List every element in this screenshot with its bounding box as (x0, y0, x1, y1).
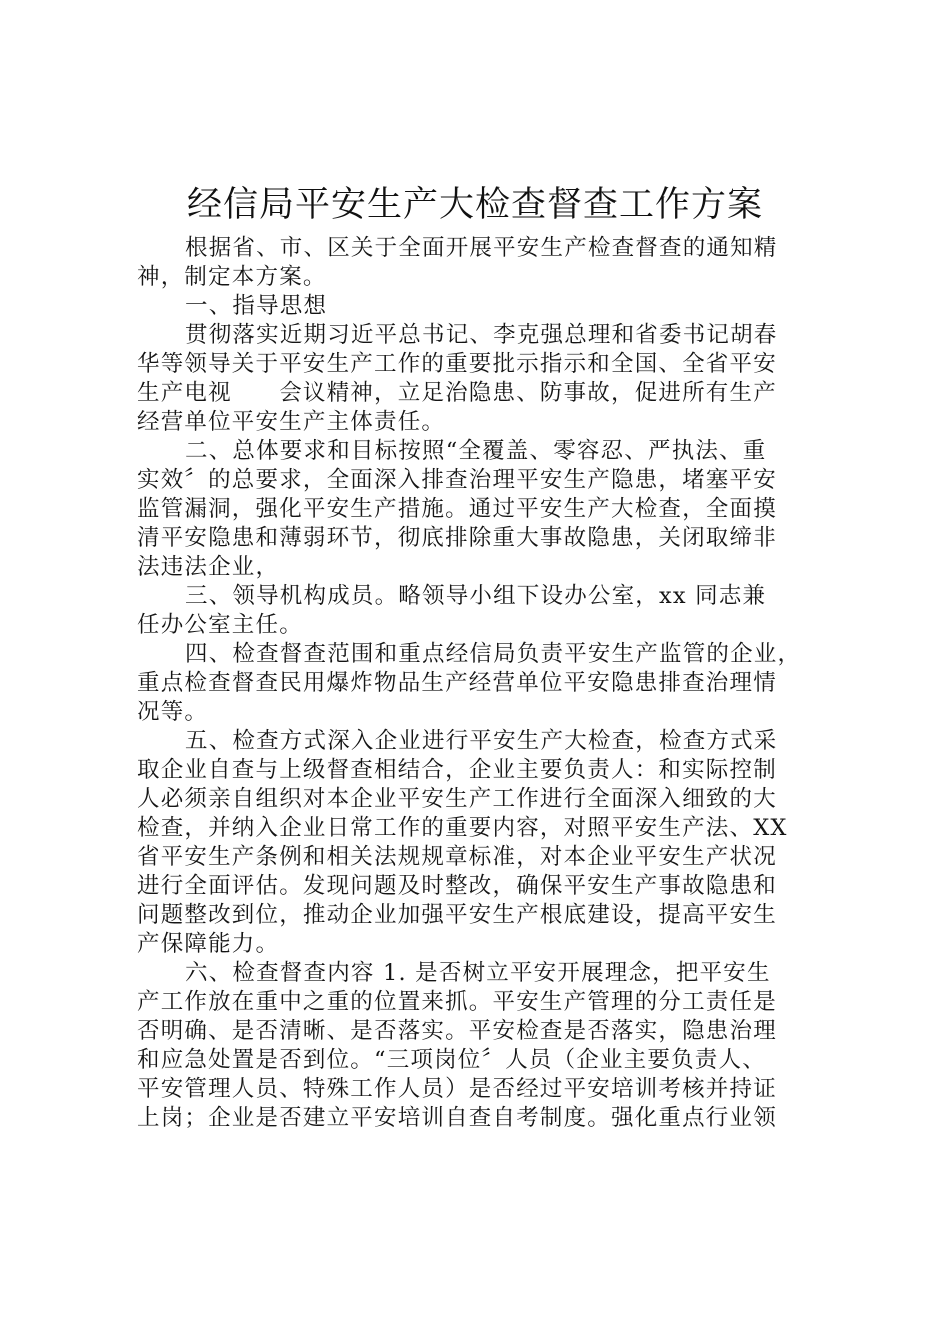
text-line: 产保障能力。 (137, 931, 280, 957)
text-line: 实效〞的总要求，全面深入排查治理平安生产隐患，堵塞平安 (137, 467, 777, 493)
text-line: 人必须亲自组织对本企业平安生产工作进行全面深入细致的大 (137, 786, 777, 812)
text-line: 二、总体要求和目标按照“全覆盖、零容忍、严执法、重 (185, 438, 767, 464)
text-line: 否明确、是否清晰、是否落实。平安检查是否落实，隐患治理 (137, 1018, 777, 1044)
text-line: 进行全面评估。发现问题及时整改，确保平安生产事故隐患和 (137, 873, 777, 899)
text-line: 根据省、市、区关于全面开展平安生产检查督查的通知精 (185, 235, 778, 261)
text-line: 三、领导机构成员。略领导小组下设办公室，xx 同志兼 (185, 583, 767, 609)
text-line: 任办公室主任。 (137, 612, 303, 638)
text-line: 取企业自查与上级督查相结合，企业主要负责人：和实际控制 (137, 757, 777, 783)
text-line: 况等。 (137, 699, 209, 725)
text-line: 法违法企业， (137, 554, 280, 580)
text-line: 平安管理人员、特殊工作人员）是否经过平安培训考核并持证 (137, 1076, 777, 1102)
text-line: 产工作放在重中之重的位置来抓。平安生产管理的分工责任是 (137, 989, 777, 1015)
text-line: 华等领导关于平安生产工作的重要批示指示和全国、全省平安 (137, 351, 777, 377)
text-line: 五、检查方式深入企业进行平安生产大检查，检查方式采 (185, 728, 778, 754)
document-title: 经信局平安生产大检查督查工作方案 (186, 185, 763, 225)
document-body (137, 234, 837, 1133)
text-line: 问题整改到位，推动企业加强平安生产根底建设，提高平安生 (137, 902, 777, 928)
text-line: 检查，并纳入企业日常工作的重要内容，对照平安生产法、XX (137, 815, 788, 841)
text-line: 监管漏洞，强化平安生产措施。通过平安生产大检查，全面摸 (137, 496, 777, 522)
text-line: 一、指导思想 (185, 293, 328, 319)
text-line: 经营单位平安生产主体责任。 (137, 409, 446, 435)
text-line: 上岗；企业是否建立平安培训自查自考制度。强化重点行业领 (137, 1105, 777, 1131)
text-line: 生产电视 会议精神，立足治隐患、防事故，促进所有生产 (137, 380, 777, 406)
text-line: 清平安隐患和薄弱环节，彻底排除重大事故隐患，关闭取缔非 (137, 525, 777, 551)
text-line: 贯彻落实近期习近平总书记、李克强总理和省委书记胡春 (185, 322, 778, 348)
text-line: 神，制定本方案。 (137, 264, 327, 290)
text-line: 和应急处置是否到位。“三项岗位〞人员（企业主要负责人、 (137, 1047, 766, 1073)
text-line: 省平安生产条例和相关法规规章标准，对本企业平安生产状况 (137, 844, 777, 870)
text-line: 四、检查督查范围和重点经信局负责平安生产监管的企业， (185, 641, 802, 667)
text-line: 重点检查督查民用爆炸物品生产经营单位平安隐患排查治理情 (137, 670, 777, 696)
text-line: 六、检查督查内容 1. 是否树立平安开展理念，把平安生 (185, 960, 771, 986)
